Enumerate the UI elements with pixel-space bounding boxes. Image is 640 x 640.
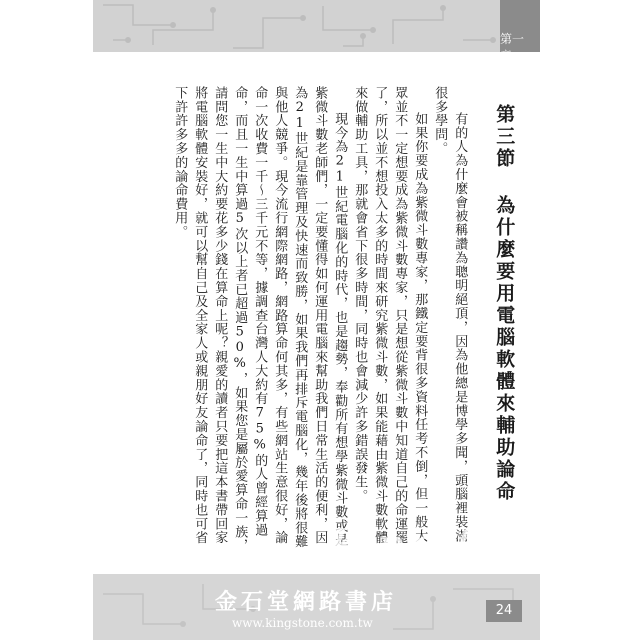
page-body [169, 86, 534, 556]
chapter-tab [500, 0, 540, 63]
header-band [93, 0, 540, 63]
chapter-label: 第一章 [500, 32, 525, 63]
circuit-pattern [93, 0, 540, 52]
watermark-store-name: 金石堂網路書店 [215, 589, 398, 615]
paragraph-2: 如果你要成為紫微斗數專家，那鐵定要背很多資料任考不倒，但一般大眾並不一定想要成為紫微斗數專家，只是想從紫微斗數中知道自己的命運罷了，所以並不想投入太多的時間來研究紫微斗數，如果能藉由紫微斗數軟體來做輔助工具，那就會省下很多時間，同時也會減少許多錯誤發生。 [352, 86, 428, 545]
section-title: 第三節 為什麼要用電腦軟體來輔助論命 [493, 104, 516, 503]
paragraph-1: 有的人為什麼會被稱讚為聰明絕頂，因為他總是博學多聞，頭腦裡裝滿很多學問。 [432, 86, 468, 543]
page-number-box [486, 600, 522, 622]
paragraph-3: 現今為21世紀電腦化的時代，也是趨勢，奉勸所有想學紫微斗數或是紫微斗數老師們，一定要懂得如何運用電腦來幫助我們日常生活的便利，因為21世紀是靠管理及快速而致勝，如果我們再排斥電腦化，幾年後將很難與他人競爭。現今流行網際網路，網路算命何其多，有些網站生意很好，論命一次收費一千～三千元不等，據調查台灣人大約有75%的人曾經算過命，而且一生中算過5次以上者已超過50%，如果您是屬於愛算命一族，請問您一生中大約要花多少錢在算命上呢？親愛的讀者只要把這本書帶回家將電腦軟體安裝好，就可以幫自己及全家人或親朋好友論命了，同時也可省下許許多多的論命費用。 [172, 86, 348, 553]
watermark-url: www.kingstone.com.tw [232, 616, 373, 630]
watermark-logo: Kingstone [330, 520, 555, 571]
page-number: 24 [495, 603, 513, 618]
